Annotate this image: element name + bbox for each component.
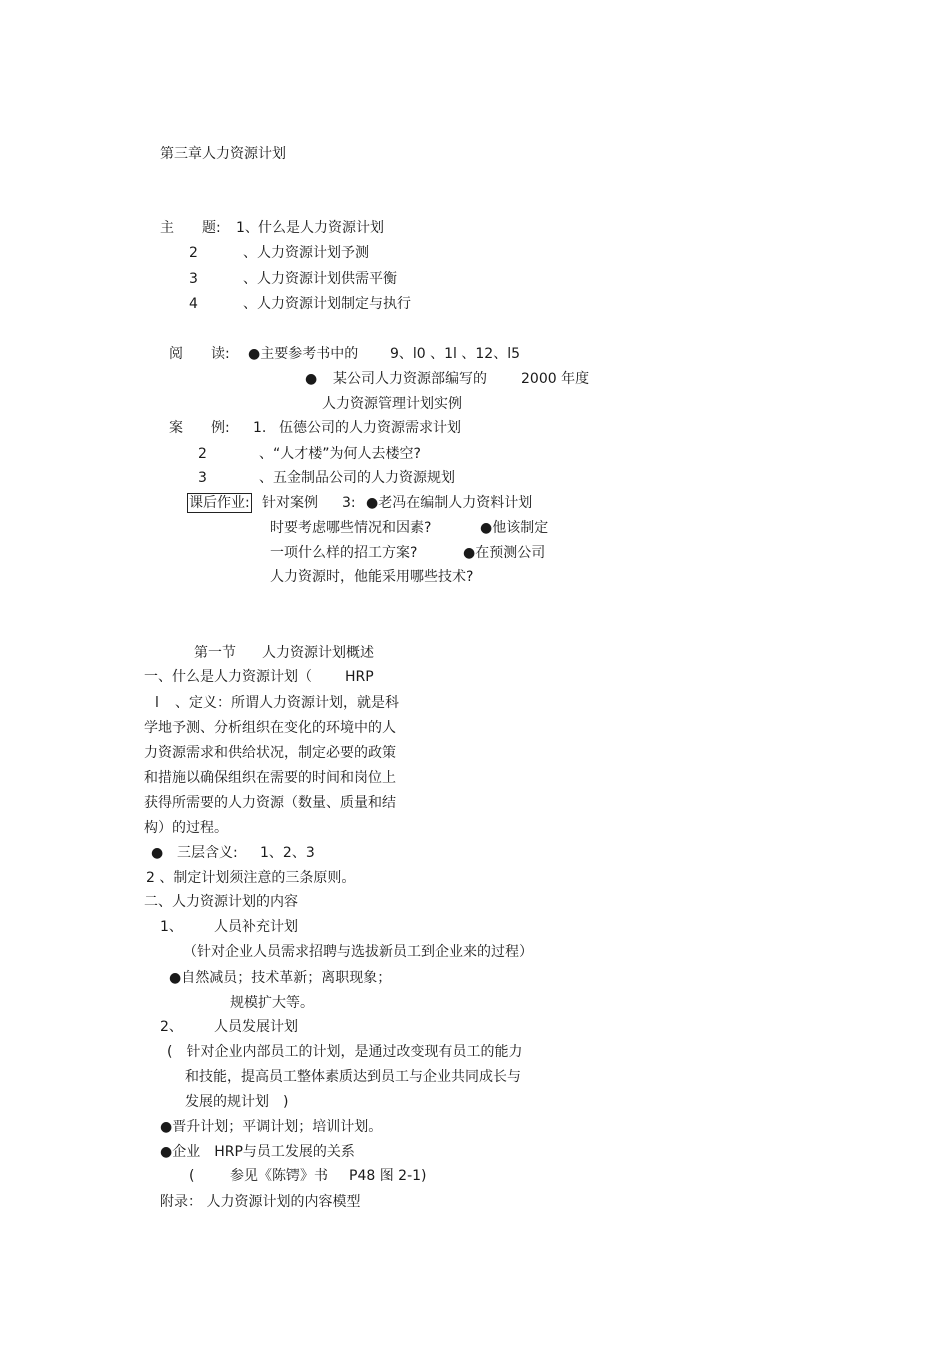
definition-num: l [155, 695, 159, 711]
part1-heading-b: HRP [345, 669, 374, 685]
case-2-text: 、“人才楼”为何人去楼空? [259, 446, 421, 462]
sub1-bullet-1: ●自然减员；技术革新；离职现象； [169, 970, 392, 986]
case-2-num: 2 [198, 446, 207, 462]
sub1-title: 人员补充计划 [214, 919, 298, 935]
reading-line-1-nums: 9、l0 、1l 、12、l5 [390, 346, 521, 362]
case-3-text: 、五金制品公司的人力资源规划 [259, 470, 455, 486]
sub2-desc-2: 和技能，提高员工整体素质达到员工与企业共同成长与 [185, 1069, 521, 1085]
topic-3-text: 、人力资源计划供需平衡 [243, 271, 397, 287]
homework-line-4: 人力资源时，他能采用哪些技术? [270, 569, 474, 585]
sub2-bullet-1: ●晋升计划；平调计划；培训计划。 [160, 1119, 383, 1135]
homework-line-1c: ●老冯在编制人力资料计划 [366, 495, 533, 511]
sub1-num: 1、 [160, 919, 183, 935]
definition-line-6: 构）的过程。 [144, 820, 228, 836]
reading-line-3: 人力资源管理计划实例 [322, 396, 462, 412]
part1-heading-a: 一、什么是人力资源计划（ [144, 669, 312, 685]
topic-3-num: 3 [189, 271, 198, 287]
homework-line-2b: ●他该制定 [480, 520, 549, 536]
definition-line-2: 学地予测、分析组织在变化的环境中的人 [144, 720, 396, 736]
sub2-desc-1: ( 针对企业内部员工的计划，是通过改变现有员工的能力 [167, 1044, 523, 1060]
cases-label: 案 例: [169, 420, 230, 436]
homework-line-3b: ●在预测公司 [463, 545, 546, 561]
reference-text: 参见《陈锷》书 [230, 1168, 328, 1184]
three-meanings-label: 三层含义: [177, 845, 238, 861]
sub2-bullet-2: ●企业 HRP与员工发展的关系 [160, 1144, 355, 1160]
reference-open: ( [189, 1168, 195, 1184]
topic-4-text: 、人力资源计划制定与执行 [243, 296, 411, 312]
topic-2-num: 2 [189, 245, 198, 261]
definition-line-5: 获得所需要的人力资源（数量、质量和结 [144, 795, 396, 811]
case-1-text: 伍德公司的人力资源需求计划 [279, 420, 461, 436]
sub1-desc: （针对企业人员需求招聘与选拔新员工到企业来的过程） [183, 944, 533, 960]
homework-line-1a: 针对案例 [262, 495, 318, 511]
reading-line-2-text: 某公司人力资源部编写的 [333, 371, 487, 387]
case-3-num: 3 [198, 470, 207, 486]
topic-4-num: 4 [189, 296, 198, 312]
appendix-line: 附录： 人力资源计划的内容模型 [160, 1194, 361, 1210]
section-heading-num: 第一节 [194, 645, 236, 661]
reading-line-1: ●主要参考书中的 [248, 346, 359, 362]
three-meanings-bullet: ● [151, 845, 164, 861]
principles-line: 2 、制定计划须注意的三条原则。 [146, 870, 356, 886]
topic-1-text: 什么是人力资源计划 [258, 220, 384, 236]
reading-line-2-bullet: ● [305, 371, 318, 387]
case-1-num: 1. [253, 420, 267, 436]
homework-line-1b: 3: [342, 495, 356, 511]
three-meanings-nums: 1、2、3 [260, 845, 315, 861]
sub2-desc-3: 发展的规计划 ) [185, 1094, 289, 1110]
sub2-num: 2、 [160, 1019, 183, 1035]
topic-1-num: 1、 [236, 220, 259, 236]
homework-line-3a: 一项什么样的招工方案? [270, 545, 418, 561]
homework-line-2a: 时要考虑哪些情况和因素? [270, 520, 432, 536]
sub2-title: 人员发展计划 [214, 1019, 298, 1035]
definition-line-3: 力资源需求和供给状况，制定必要的政策 [144, 745, 396, 761]
topics-label: 主 题: [160, 220, 221, 236]
homework-label: 课后作业: [189, 495, 250, 511]
chapter-title: 第三章人力资源计划 [160, 146, 286, 162]
definition-line-1: 、定义：所谓人力资源计划，就是科 [175, 695, 399, 711]
reference-page: P48 图 2-1) [349, 1168, 427, 1184]
part2-heading: 二、人力资源计划的内容 [144, 894, 298, 910]
sub1-bullet-2: 规模扩大等。 [230, 995, 314, 1011]
reading-label: 阅 读: [169, 346, 230, 362]
reading-line-2-year: 2000 年度 [521, 371, 590, 387]
topic-2-text: 、人力资源计划予测 [243, 245, 369, 261]
definition-line-4: 和措施以确保组织在需要的时间和岗位上 [144, 770, 396, 786]
section-heading-text: 人力资源计划概述 [262, 645, 374, 661]
